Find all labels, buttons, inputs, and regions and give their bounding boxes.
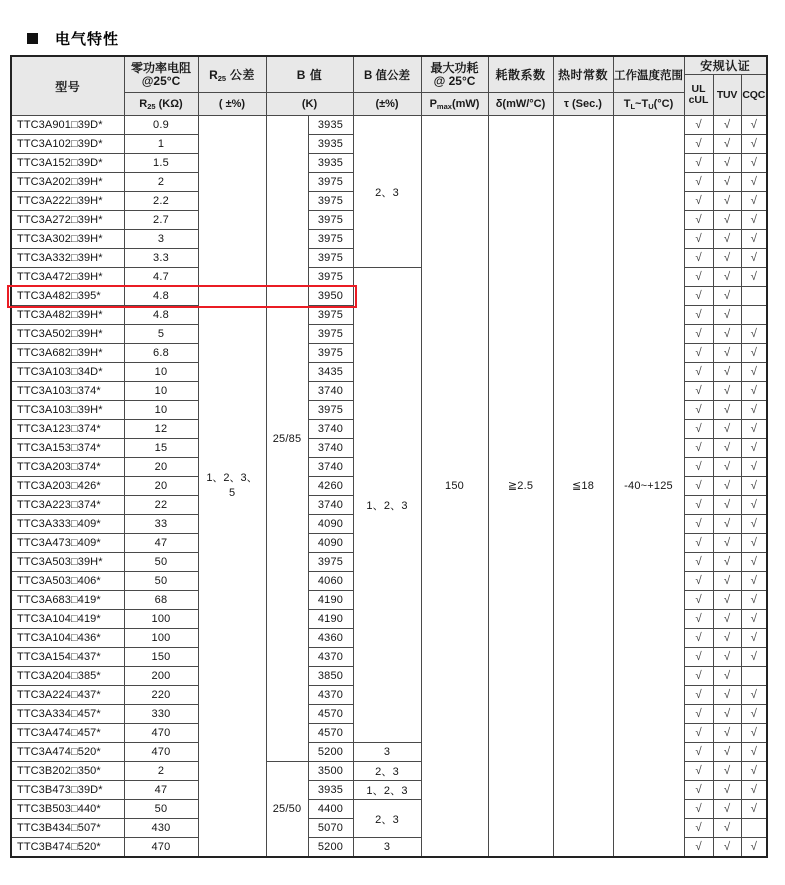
model-cell: TTC3A503□406* (11, 572, 124, 591)
model-cell: TTC3A152□39D* (11, 154, 124, 173)
tuv-check-cell: √ (713, 173, 741, 192)
cqc-check-cell: √ (741, 610, 767, 629)
cqc-check-cell: √ (741, 211, 767, 230)
b-temp-range-cell: 25/50 (266, 762, 308, 857)
table-body (11, 116, 767, 857)
tuv-check-cell: √ (713, 401, 741, 420)
ul-cul-check-cell: √ (684, 534, 713, 553)
unit-header-b-tolerance: (±%) (353, 93, 421, 116)
unit-header-thermal: τ (Sec.) (553, 93, 613, 116)
tuv-check-cell: √ (713, 420, 741, 439)
unit-header-dissipation: δ(mW/°C) (488, 93, 553, 116)
ul-cul-check-cell: √ (684, 781, 713, 800)
tuv-check-cell: √ (713, 629, 741, 648)
model-cell: TTC3A204□385* (11, 667, 124, 686)
ul-cul-check-cell: √ (684, 572, 713, 591)
model-cell: TTC3B474□520* (11, 838, 124, 857)
ul-cul-check-cell: √ (684, 762, 713, 781)
tuv-check-cell: √ (713, 363, 741, 382)
cqc-check-cell: √ (741, 629, 767, 648)
model-cell: TTC3A103□39H* (11, 401, 124, 420)
ul-cul-check-cell: √ (684, 667, 713, 686)
model-cell: TTC3A502□39H* (11, 325, 124, 344)
tuv-check-cell: √ (713, 667, 741, 686)
r25-value-cell: 47 (124, 781, 198, 800)
r25-value-cell: 1.5 (124, 154, 198, 173)
b-value-cell: 3935 (308, 116, 353, 135)
unit-header-pmax: $P_{max}(mW)$ (421, 93, 488, 116)
cqc-check-cell: √ (741, 154, 767, 173)
ul-cul-check-cell: √ (684, 192, 713, 211)
col-header-b-tolerance: B 值公差 (353, 56, 421, 93)
b-value-cell: 3975 (308, 173, 353, 192)
cqc-check-cell (741, 667, 767, 686)
tuv-check-cell: √ (713, 762, 741, 781)
r25-value-cell: 4.7 (124, 268, 198, 287)
b-value-cell: 3975 (308, 230, 353, 249)
b-tolerance-cell: 3 (353, 743, 421, 762)
thermal-cell: ≦18 (553, 116, 613, 857)
cqc-check-cell (741, 306, 767, 325)
model-cell: TTC3A332□39H* (11, 249, 124, 268)
ul-cul-check-cell: √ (684, 648, 713, 667)
r25-value-cell: 10 (124, 401, 198, 420)
b-value-cell: 3935 (308, 781, 353, 800)
ul-cul-check-cell: √ (684, 211, 713, 230)
r25-value-cell: 15 (124, 439, 198, 458)
cqc-check-cell: √ (741, 781, 767, 800)
tuv-check-cell: √ (713, 724, 741, 743)
col-header-zero-power-resistance: 零功率电阻 @25°C (124, 56, 198, 93)
b-value-cell: 4400 (308, 800, 353, 819)
b-value-cell: 3435 (308, 363, 353, 382)
cqc-check-cell (741, 819, 767, 838)
r25-value-cell: 3.3 (124, 249, 198, 268)
ul-cul-check-cell: √ (684, 800, 713, 819)
model-cell: TTC3A473□409* (11, 534, 124, 553)
b-value-cell: 4060 (308, 572, 353, 591)
r25-value-cell: 22 (124, 496, 198, 515)
b-value-cell: 3740 (308, 439, 353, 458)
col-header-b-value: B 值 (266, 56, 353, 93)
ul-cul-check-cell: √ (684, 154, 713, 173)
r25-value-cell: 430 (124, 819, 198, 838)
r25-value-cell: 6.8 (124, 344, 198, 363)
ul-cul-check-cell: √ (684, 686, 713, 705)
cqc-check-cell: √ (741, 762, 767, 781)
ul-cul-check-cell: √ (684, 363, 713, 382)
b-tolerance-cell: 2、3 (353, 800, 421, 838)
r25-value-cell: 2.2 (124, 192, 198, 211)
model-cell: TTC3A103□34D* (11, 363, 124, 382)
model-cell: TTC3B503□440* (11, 800, 124, 819)
table-row (11, 116, 767, 135)
model-cell: TTC3A153□374* (11, 439, 124, 458)
cqc-check-cell: √ (741, 439, 767, 458)
b-value-cell: 3975 (308, 306, 353, 325)
r25-value-cell: 470 (124, 838, 198, 857)
col-header-r25-tolerance: $R_{25}$ 公差 (198, 56, 266, 93)
ul-cul-check-cell: √ (684, 325, 713, 344)
cqc-check-cell: √ (741, 268, 767, 287)
cqc-check-cell: √ (741, 686, 767, 705)
b-value-cell: 3740 (308, 496, 353, 515)
cqc-check-cell: √ (741, 249, 767, 268)
r25-value-cell: 20 (124, 458, 198, 477)
cqc-check-cell: √ (741, 458, 767, 477)
b-value-cell: 3975 (308, 325, 353, 344)
b-value-cell: 4570 (308, 724, 353, 743)
cqc-check-cell: √ (741, 173, 767, 192)
cqc-check-cell (741, 287, 767, 306)
r25-value-cell: 0.9 (124, 116, 198, 135)
ul-cul-check-cell: √ (684, 629, 713, 648)
cqc-check-cell: √ (741, 838, 767, 857)
tuv-check-cell: √ (713, 800, 741, 819)
b-value-cell: 4090 (308, 515, 353, 534)
tuv-check-cell: √ (713, 743, 741, 762)
section-title (27, 28, 119, 49)
section-bullet-icon (27, 33, 38, 44)
b-tolerance-cell: 2、3 (353, 116, 421, 268)
tuv-check-cell: √ (713, 268, 741, 287)
tuv-check-cell: √ (713, 154, 741, 173)
cqc-check-cell: √ (741, 192, 767, 211)
r25-value-cell: 150 (124, 648, 198, 667)
unit-header-b-value: (K) (266, 93, 353, 116)
b-temp-range-cell: 25/85 (266, 116, 308, 762)
cqc-check-cell: √ (741, 743, 767, 762)
model-cell: TTC3A272□39H* (11, 211, 124, 230)
model-cell: TTC3A104□419* (11, 610, 124, 629)
b-value-cell: 5070 (308, 819, 353, 838)
tuv-check-cell: √ (713, 553, 741, 572)
spec-table-wrapper (10, 55, 768, 858)
ul-cul-check-cell: √ (684, 838, 713, 857)
r25-value-cell: 470 (124, 724, 198, 743)
model-cell: TTC3A203□426* (11, 477, 124, 496)
tuv-check-cell: √ (713, 249, 741, 268)
ul-cul-check-cell: √ (684, 819, 713, 838)
ul-cul-check-cell: √ (684, 610, 713, 629)
b-value-cell: 3975 (308, 249, 353, 268)
tuv-check-cell: √ (713, 344, 741, 363)
ul-cul-check-cell: √ (684, 306, 713, 325)
model-cell: TTC3A154□437* (11, 648, 124, 667)
b-value-cell: 4090 (308, 534, 353, 553)
model-cell: TTC3A104□436* (11, 629, 124, 648)
cqc-check-cell: √ (741, 496, 767, 515)
model-cell: TTC3B434□507* (11, 819, 124, 838)
cqc-check-cell: √ (741, 382, 767, 401)
model-cell: TTC3A683□419* (11, 591, 124, 610)
model-cell: TTC3A224□437* (11, 686, 124, 705)
col-header-dissipation-factor: 耗散系数 (488, 56, 553, 93)
b-value-cell: 4570 (308, 705, 353, 724)
b-value-cell: 3950 (308, 287, 353, 306)
b-value-cell: 3975 (308, 344, 353, 363)
model-cell: TTC3A474□520* (11, 743, 124, 762)
b-value-cell: 3975 (308, 268, 353, 287)
tuv-check-cell: √ (713, 192, 741, 211)
b-value-cell: 4190 (308, 591, 353, 610)
ul-cul-check-cell: √ (684, 268, 713, 287)
tuv-check-cell: √ (713, 705, 741, 724)
r25-value-cell: 47 (124, 534, 198, 553)
b-tolerance-cell: 2、3 (353, 762, 421, 781)
ul-cul-check-cell: √ (684, 705, 713, 724)
b-value-cell: 3975 (308, 192, 353, 211)
model-cell: TTC3A223□374* (11, 496, 124, 515)
model-cell: TTC3A901□39D* (11, 116, 124, 135)
b-value-cell: 5200 (308, 743, 353, 762)
b-value-cell: 3975 (308, 553, 353, 572)
ul-cul-check-cell: √ (684, 515, 713, 534)
r25-value-cell: 330 (124, 705, 198, 724)
r25-value-cell: 100 (124, 629, 198, 648)
ul-cul-check-cell: √ (684, 743, 713, 762)
tuv-check-cell: √ (713, 515, 741, 534)
r25-value-cell: 4.8 (124, 306, 198, 325)
tuv-check-cell: √ (713, 458, 741, 477)
tuv-check-cell: √ (713, 534, 741, 553)
b-value-cell: 3975 (308, 211, 353, 230)
b-value-cell: 3740 (308, 420, 353, 439)
unit-header-r25: $R_{25}$ (KΩ) (124, 93, 198, 116)
model-cell: TTC3A472□39H* (11, 268, 124, 287)
tuv-check-cell: √ (713, 496, 741, 515)
model-cell: TTC3A482□395* (11, 287, 124, 306)
tuv-check-cell: √ (713, 325, 741, 344)
ul-cul-check-cell: √ (684, 135, 713, 154)
tuv-check-cell: √ (713, 838, 741, 857)
ul-cul-check-cell: √ (684, 496, 713, 515)
r25-value-cell: 5 (124, 325, 198, 344)
model-cell: TTC3A123□374* (11, 420, 124, 439)
r25-value-cell: 1 (124, 135, 198, 154)
ul-cul-check-cell: √ (684, 116, 713, 135)
cqc-check-cell: √ (741, 724, 767, 743)
cqc-check-cell: √ (741, 553, 767, 572)
tuv-check-cell: √ (713, 439, 741, 458)
cqc-check-cell: √ (741, 325, 767, 344)
r25-value-cell: 220 (124, 686, 198, 705)
b-value-cell: 3935 (308, 154, 353, 173)
ul-cul-check-cell: √ (684, 439, 713, 458)
model-cell: TTC3A202□39H* (11, 173, 124, 192)
ul-cul-check-cell: √ (684, 230, 713, 249)
col-header-operating-temp-range: 工作温度范围 (613, 56, 684, 93)
col-header-ul-cul: UL cUL (684, 75, 713, 116)
tuv-check-cell: √ (713, 686, 741, 705)
ul-cul-check-cell: √ (684, 173, 713, 192)
tuv-check-cell: √ (713, 610, 741, 629)
b-value-cell: 4190 (308, 610, 353, 629)
model-cell: TTC3A482□39H* (11, 306, 124, 325)
model-cell: TTC3A102□39D* (11, 135, 124, 154)
b-value-cell: 3935 (308, 135, 353, 154)
ul-cul-check-cell: √ (684, 591, 713, 610)
cqc-check-cell: √ (741, 515, 767, 534)
ul-cul-check-cell: √ (684, 477, 713, 496)
ul-cul-check-cell: √ (684, 553, 713, 572)
col-header-tuv: TUV (713, 75, 741, 116)
b-tolerance-cell: 1、2、3 (353, 781, 421, 800)
col-header-safety-certification: 安规认证 (684, 56, 767, 75)
b-value-cell: 3975 (308, 401, 353, 420)
cqc-check-cell: √ (741, 230, 767, 249)
ul-cul-check-cell: √ (684, 724, 713, 743)
r25-value-cell: 2.7 (124, 211, 198, 230)
cqc-check-cell: √ (741, 800, 767, 819)
tuv-check-cell: √ (713, 135, 741, 154)
r25-value-cell: 68 (124, 591, 198, 610)
r25-value-cell: 33 (124, 515, 198, 534)
tuv-check-cell: √ (713, 819, 741, 838)
tuv-check-cell: √ (713, 648, 741, 667)
b-value-cell: 3850 (308, 667, 353, 686)
model-cell: TTC3A203□374* (11, 458, 124, 477)
ul-cul-check-cell: √ (684, 401, 713, 420)
r25-value-cell: 470 (124, 743, 198, 762)
b-tolerance-cell: 3 (353, 838, 421, 857)
cqc-check-cell: √ (741, 135, 767, 154)
section-title-text: 电气特性 (55, 31, 120, 48)
cqc-check-cell: √ (741, 344, 767, 363)
model-cell: TTC3A682□39H* (11, 344, 124, 363)
b-value-cell: 3500 (308, 762, 353, 781)
cqc-check-cell: √ (741, 705, 767, 724)
r25-value-cell: 4.8 (124, 287, 198, 306)
cqc-check-cell: √ (741, 420, 767, 439)
cqc-check-cell: √ (741, 534, 767, 553)
b-tolerance-cell: 1、2、3 (353, 268, 421, 743)
r25-value-cell: 3 (124, 230, 198, 249)
cqc-check-cell: √ (741, 572, 767, 591)
ul-cul-check-cell: √ (684, 420, 713, 439)
cqc-check-cell: √ (741, 591, 767, 610)
tuv-check-cell: √ (713, 287, 741, 306)
model-cell: TTC3A333□409* (11, 515, 124, 534)
pmax-cell: 150 (421, 116, 488, 857)
cqc-check-cell: √ (741, 116, 767, 135)
model-cell: TTC3A103□374* (11, 382, 124, 401)
model-cell: TTC3A222□39H* (11, 192, 124, 211)
ul-cul-check-cell: √ (684, 382, 713, 401)
cqc-check-cell: √ (741, 363, 767, 382)
ul-cul-check-cell: √ (684, 344, 713, 363)
tuv-check-cell: √ (713, 116, 741, 135)
r25-value-cell: 20 (124, 477, 198, 496)
model-cell: TTC3A302□39H* (11, 230, 124, 249)
r25-value-cell: 10 (124, 382, 198, 401)
tuv-check-cell: √ (713, 211, 741, 230)
unit-header-temp-range: $T_L\sim T_U(^\circ C)$ (613, 93, 684, 116)
r25-value-cell: 2 (124, 762, 198, 781)
col-header-model: 型号 (11, 56, 124, 116)
model-cell: TTC3A503□39H* (11, 553, 124, 572)
tuv-check-cell: √ (713, 306, 741, 325)
tuv-check-cell: √ (713, 382, 741, 401)
model-cell: TTC3A474□457* (11, 724, 124, 743)
tuv-check-cell: √ (713, 781, 741, 800)
cqc-check-cell: √ (741, 648, 767, 667)
r25-value-cell: 200 (124, 667, 198, 686)
b-value-cell: 4370 (308, 648, 353, 667)
ul-cul-check-cell: √ (684, 249, 713, 268)
b-value-cell: 4360 (308, 629, 353, 648)
r25-value-cell: 2 (124, 173, 198, 192)
dissipation-cell: ≧2.5 (488, 116, 553, 857)
model-cell: TTC3B202□350* (11, 762, 124, 781)
r25-value-cell: 50 (124, 800, 198, 819)
model-cell: TTC3B473□39D* (11, 781, 124, 800)
b-value-cell: 3740 (308, 382, 353, 401)
tuv-check-cell: √ (713, 477, 741, 496)
r25-value-cell: 12 (124, 420, 198, 439)
r25-value-cell: 50 (124, 553, 198, 572)
col-header-max-power: 最大功耗 @ 25°C (421, 56, 488, 93)
temp-range-cell: -40~+125 (613, 116, 684, 857)
unit-header-r25-tolerance: ( ±%) (198, 93, 266, 116)
b-value-cell: 4370 (308, 686, 353, 705)
r25-value-cell: 100 (124, 610, 198, 629)
ul-cul-check-cell: √ (684, 287, 713, 306)
col-header-cqc: CQC (741, 75, 767, 116)
col-header-thermal-time-constant: 热时常数 (553, 56, 613, 93)
electrical-characteristics-table (10, 55, 768, 858)
b-value-cell: 5200 (308, 838, 353, 857)
model-cell: TTC3A334□457* (11, 705, 124, 724)
r25-value-cell: 10 (124, 363, 198, 382)
tuv-check-cell: √ (713, 591, 741, 610)
tuv-check-cell: √ (713, 230, 741, 249)
cqc-check-cell: √ (741, 477, 767, 496)
b-value-cell: 4260 (308, 477, 353, 496)
r25-tolerance-cell: 1、2、3、5 (198, 116, 266, 857)
tuv-check-cell: √ (713, 572, 741, 591)
r25-value-cell: 50 (124, 572, 198, 591)
b-value-cell: 3740 (308, 458, 353, 477)
cqc-check-cell: √ (741, 401, 767, 420)
ul-cul-check-cell: √ (684, 458, 713, 477)
